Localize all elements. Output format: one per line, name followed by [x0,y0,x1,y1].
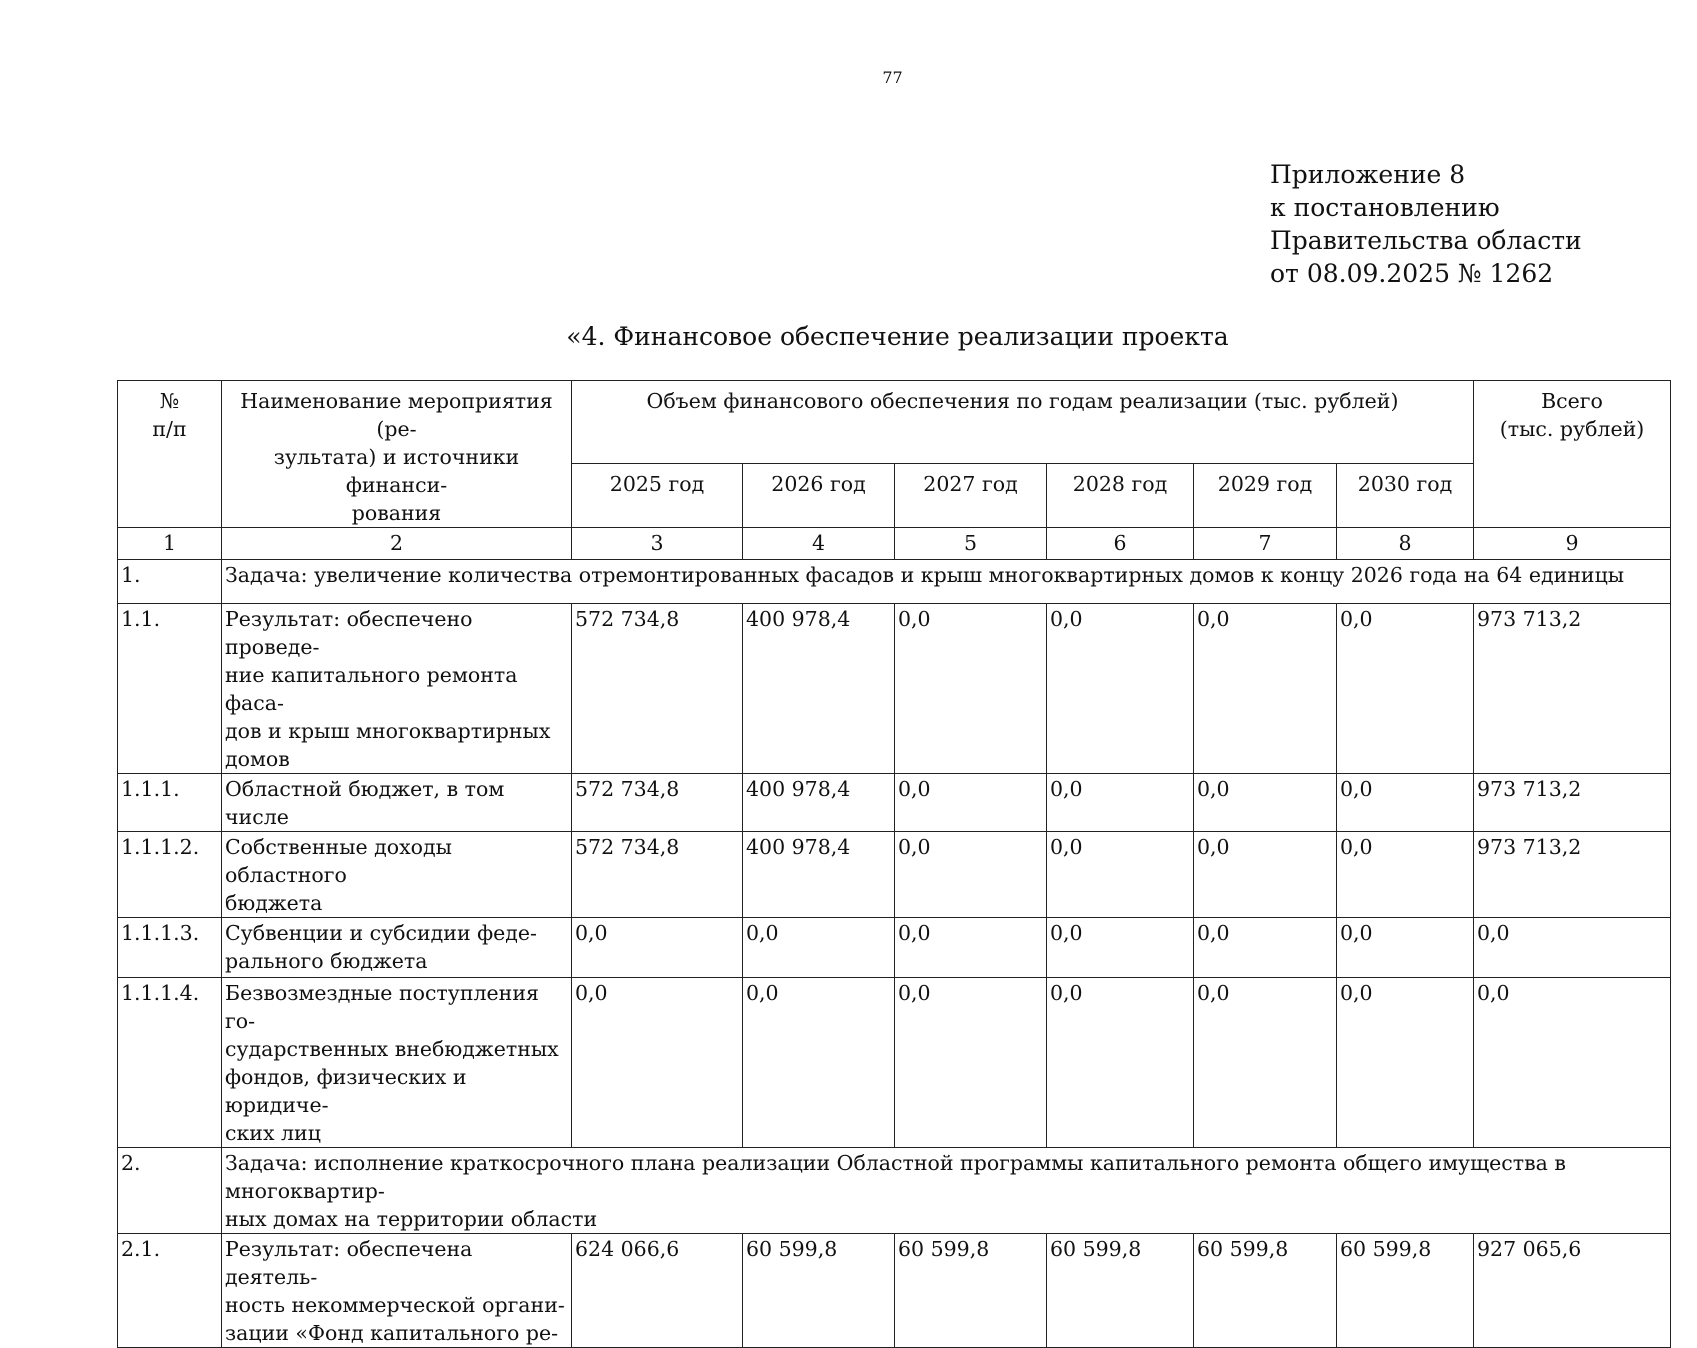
value-cell: 0,0 [1194,918,1337,978]
row-name: Субвенции и субсидии феде- рального бюджета [222,918,572,978]
value-cell: 0,0 [1337,978,1474,1148]
row-name: Безвозмездные поступления го- сударственных внебюджетных фондов, физических и юридиче- ских лиц [222,978,572,1148]
column-number: 5 [895,528,1047,560]
task-text: Задача: увеличение количества отремонтированных фасадов и крыш многоквартирных домов к концу 2026 года на 64 единицы [222,560,1671,604]
value-cell: 0,0 [572,978,743,1148]
task-row [118,1148,1671,1234]
row-number: 2.1. [118,1234,222,1348]
value-cell: 0,0 [1047,604,1194,774]
year-header: 2028 год [1047,463,1194,527]
value-cell: 0,0 [1337,774,1474,832]
task-row [118,560,1671,604]
appendix-line: к постановлению [1270,193,1500,222]
value-cell: 60 599,8 [1337,1234,1474,1348]
header-name: Наименование мероприятия (ре- зультата) и источники финанси- рования [222,381,572,528]
value-cell: 0,0 [1047,832,1194,918]
value-cell: 0,0 [1337,832,1474,918]
appendix-line: Правительства области [1270,226,1582,255]
year-header: 2030 год [1337,463,1474,527]
column-number: 6 [1047,528,1194,560]
appendix-reference [1270,158,1582,290]
value-cell: 400 978,4 [743,774,895,832]
value-cell: 0,0 [1194,832,1337,918]
row-number: 2. [118,1148,222,1234]
header-number: № п/п [118,381,222,528]
row-name: Результат: обеспечено проведе- ние капитального ремонта фаса- дов и крыш многоквартирных домов [222,604,572,774]
table-row [118,918,1671,978]
value-cell: 0,0 [895,918,1047,978]
table-row [118,604,1671,774]
value-cell: 572 734,8 [572,604,743,774]
value-cell: 0,0 [1047,978,1194,1148]
value-cell: 0,0 [1337,918,1474,978]
value-cell: 572 734,8 [572,832,743,918]
value-cell: 60 599,8 [895,1234,1047,1348]
value-cell: 0,0 [743,918,895,978]
table-row [118,774,1671,832]
column-number: 3 [572,528,743,560]
row-number: 1.1.1. [118,774,222,832]
section-title: «4. Финансовое обеспечение реализации проекта [566,322,1229,351]
row-name: Собственные доходы областного бюджета [222,832,572,918]
column-number: 7 [1194,528,1337,560]
column-number: 4 [743,528,895,560]
value-cell: 927 065,6 [1474,1234,1671,1348]
table-body [118,381,1671,1348]
value-cell: 0,0 [1194,774,1337,832]
header-volume: Объем финансового обеспечения по годам реализации (тыс. рублей) [572,381,1474,464]
row-name: Результат: обеспечена деятель- ность некоммерческой органи- зации «Фонд капитального ре- [222,1234,572,1348]
value-cell: 0,0 [1194,978,1337,1148]
value-cell: 973 713,2 [1474,774,1671,832]
page-number: 77 [882,68,903,87]
value-cell: 400 978,4 [743,604,895,774]
value-cell: 0,0 [1474,978,1671,1148]
value-cell: 0,0 [895,774,1047,832]
value-cell: 973 713,2 [1474,604,1671,774]
value-cell: 973 713,2 [1474,832,1671,918]
value-cell: 0,0 [1337,604,1474,774]
value-cell: 624 066,6 [572,1234,743,1348]
row-number: 1.1.1.3. [118,918,222,978]
value-cell: 0,0 [1194,604,1337,774]
value-cell: 60 599,8 [743,1234,895,1348]
value-cell: 572 734,8 [572,774,743,832]
appendix-line: от 08.09.2025 № 1262 [1270,259,1554,288]
header-total: Всего (тыс. рублей) [1474,381,1671,528]
value-cell: 0,0 [572,918,743,978]
value-cell: 0,0 [895,978,1047,1148]
value-cell: 0,0 [895,832,1047,918]
row-name: Областной бюджет, в том числе [222,774,572,832]
value-cell: 60 599,8 [1047,1234,1194,1348]
year-header: 2029 год [1194,463,1337,527]
value-cell: 400 978,4 [743,832,895,918]
value-cell: 0,0 [1047,918,1194,978]
value-cell: 60 599,8 [1194,1234,1337,1348]
table-row [118,978,1671,1148]
table-row [118,1234,1671,1348]
column-number: 9 [1474,528,1671,560]
value-cell: 0,0 [743,978,895,1148]
financing-table [117,380,1671,1348]
row-number: 1.1.1.4. [118,978,222,1148]
value-cell: 0,0 [1047,774,1194,832]
column-number: 2 [222,528,572,560]
value-cell: 0,0 [895,604,1047,774]
row-number: 1.1.1.2. [118,832,222,918]
year-header: 2026 год [743,463,895,527]
value-cell: 0,0 [1474,918,1671,978]
task-text: Задача: исполнение краткосрочного плана реализации Областной программы капитального ремонта общего имущества в многоквартир- ных домах на территории области [222,1148,1671,1234]
appendix-line: Приложение 8 [1270,160,1466,189]
table-row [118,832,1671,918]
column-number: 8 [1337,528,1474,560]
row-number: 1. [118,560,222,604]
year-header: 2027 год [895,463,1047,527]
column-number: 1 [118,528,222,560]
row-number: 1.1. [118,604,222,774]
year-header: 2025 год [572,463,743,527]
